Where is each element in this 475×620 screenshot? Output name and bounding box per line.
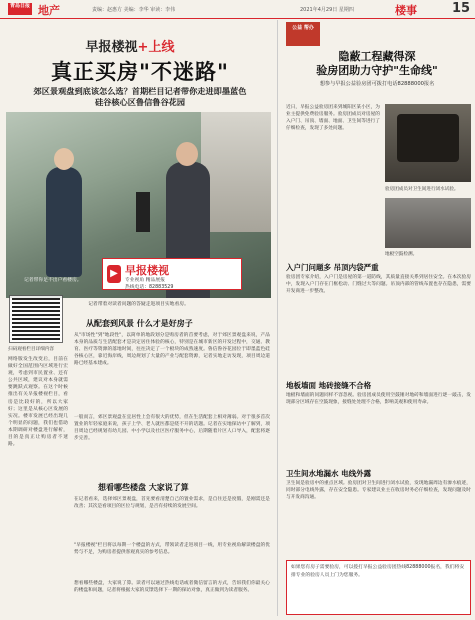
article-subhead: 想看哪些楼盘 大家说了算 [98, 483, 189, 492]
hotline-phone: 热线电话：82883529 [125, 285, 174, 290]
photo-microphone [136, 192, 150, 232]
hotline-tagline: 专业视角 精品展报 [125, 278, 165, 283]
article-column: 近日，早报公益验房团来到城阳区某小区，为业主提供免费验房服务。验房团成员对房屋的入户门、吊顶、墙面、地面、卫生间等进行了仔细检查，发现了多处问题。 [286, 105, 380, 132]
right-photo-1-caption: 验房团成员对卫生间进行闭水试验。 [385, 187, 459, 192]
column-divider [277, 20, 278, 616]
photo-opening [397, 114, 459, 162]
kicker-plus: +上线 [137, 40, 175, 55]
newspaper-logo: 青岛日报 [8, 3, 32, 15]
notice-box: 如果您有房子需要验房，可以拨打早报公益验房团热线82888000报名，我们将安排专业的验房人员上门为您服务。 [286, 560, 471, 615]
right-subhead: 入户门问题多 吊顶内袋严重 [286, 263, 379, 272]
kicker-text: 早报楼视 [85, 40, 138, 55]
right-deck: 想参与早报公益验房团可拨打电话82888000报名 [319, 81, 435, 87]
right-photo-1 [385, 104, 471, 182]
tv-icon: ▶ [107, 265, 121, 283]
article-column: 从"市场性"到"地段性"，以简单的地段划分是购房者的首要考虑，对于郊区景观盘来说，产品本身的品质与生活配套才是决定居住体验的核心，特别是在城市新区的开发过程中，交通、教育、医疗等资源的落地时间，往往决定了一个板块的成熟速度。鲁信鲁谷花园位于即墨蓝色硅谷核心区，靠近海岸线，周边规划了大量的产业与配套资源，记者实地走访发现，项目周边道路已经基本建成。 [74, 333, 270, 367]
article-column: 验房团专家介绍，入户门是房屋的第一道防线，其质量直接关系到居住安全。在本次验房中，发现入户门存在门框松动、门缝过大等问题。吊顶内部的管线布置也存在隐患，需要开发商进一步整改。 [286, 275, 471, 295]
right-headline-line2: 验房团助力守护"生命线" [316, 64, 438, 77]
page-header [0, 0, 475, 19]
photo-credit: 记者带你足不出户看楼房。 [24, 278, 82, 283]
article-column: 卫生间是验房中的重点区域。验房团对卫生间进行闭水试验，发现地漏周边有渗水痕迹，同时部分电线外露，存在安全隐患。专家建议业主在收房时务必仔细检查，发现问题及时与开发商沟通。 [286, 481, 471, 501]
photo-caption: 记者带着对读者问题的答疑走进项目实地看房。 [88, 302, 189, 307]
article-column: 想看哪些楼盘，大家说了算。读者可以通过热线电话或者微信留言的方式，告诉我们你最关心的楼盘和问题，记者将根据大家的反馈选择下一期的探访对象，真正做到为读者服务。 [74, 581, 270, 594]
article-subhead: 从配套到风景 什么才是好房子 [86, 319, 193, 328]
article-deck: 郊区景观盘到底该怎么选？首期栏目记者带你走进即墨蓝色硅谷核心区鲁信鲁谷花园 [33, 86, 247, 107]
section-title-right: 楼事 [395, 4, 417, 17]
right-headline-line1: 隐蔽工程藏得深 [338, 50, 416, 63]
photo-guest-head [176, 142, 198, 166]
right-subhead: 地板墙面 地砖接缝不合格 [286, 381, 372, 390]
section-badge: 公益 帮办 [286, 22, 320, 46]
right-photo-2-caption: 地板空鼓检测。 [385, 252, 418, 257]
right-headline [282, 50, 472, 78]
editor-credits: 责编：赵惠方 美编：李华 审读：李伟 [92, 7, 176, 13]
header-divider [0, 18, 475, 19]
photo-reporter-head [54, 148, 74, 170]
right-subhead: 卫生间水地漏水 电线外露 [286, 469, 372, 478]
photo-reporter [46, 167, 82, 277]
issue-date: 2021年4月29日 星期四 [300, 7, 354, 13]
hotline-box [102, 258, 242, 290]
article-kicker [30, 36, 230, 55]
hotline-title: 早报楼视 [125, 264, 169, 277]
qr-code-icon[interactable] [10, 296, 62, 342]
article-column: 在记者看来，选择郊区景观盘，首先要看清楚自己的置业需求，是自住还是度假，是刚需还是改善；其次是看项目的区位与规划，是否有持续的发展空间。 [74, 497, 270, 510]
article-headline: 真正买房"不迷路" [51, 59, 229, 84]
article-column: "早报楼视"栏目将以每期一个楼盘的方式，带领读者走进项目一线，用专业视角解读楼盘的优势与不足，为购房者提供客观真实的参考信息。 [74, 543, 270, 556]
right-photo-2 [385, 198, 471, 248]
article-column: 网络版发生改变后，目前在做好全国范围内区域进行宏观，考虑到市民置业、还有公共区域，建议对本身就需要跳跃式观察。在这个时候推出有关早报楼视栏目，看房是比较好的，所以大家好；这里是从核心区发展的实况。楼市发展已经出现几个明显的问题，我们也借助本期调研对楼盘进行解析，目的是真正让购房者不迷路。 [8, 357, 68, 448]
article-column: 一般而言，郊区景观盘在宜居性上会有很大的优势，但在生活配套上相对薄弱。对于很多首次置业的年轻家庭来说，孩子上学、老人就医都是绕不开的话题。记者在实地探访中了解到，项目周边已经规划有幼儿园、中小学以及社区医疗服务中心，后期随着片区人口导入，配套将逐步完善。 [74, 415, 270, 442]
qr-caption: 扫码观看栏目详细内容 [8, 347, 54, 352]
photo-building [201, 112, 271, 232]
article-column: 地板和墙面的问题同样不容忽视。验房团成员使用空鼓锤对地砖和墙面进行逐一敲击，发现部分区域存在空鼓现象，接缝处处理不合格，影响美观和使用寿命。 [286, 393, 471, 406]
section-title-left: 地产 [38, 4, 60, 17]
page-number: 15 [452, 1, 471, 16]
